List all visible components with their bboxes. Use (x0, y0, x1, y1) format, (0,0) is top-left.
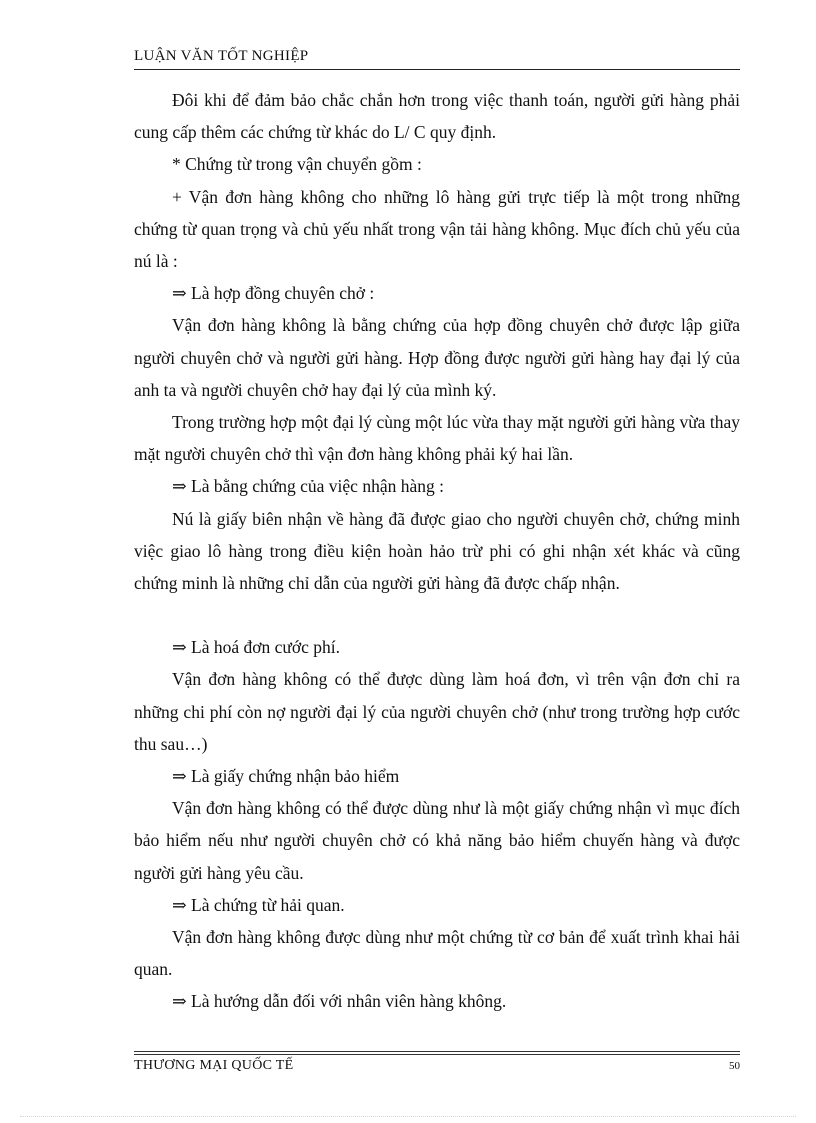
footer-divider-top (134, 1051, 740, 1052)
paragraph-staff-guide-heading: ⇒ Là hướng dẫn đối với nhân viên hàng không. (172, 991, 507, 1012)
paragraph-contract-evidence: Vận đơn hàng không là bằng chứng của hợp đồng chuyên chở được lập giữa người chuyên chở và người gửi hàng. Hợp đồng được người gửi hàng hay đại lý của anh ta và người chuyên chở hay đại lý của mình ký. (134, 315, 740, 400)
page-number: 50 (729, 1060, 740, 1072)
paragraph-air-waybill-intro: + Vận đơn hàng không cho những lô hàng gửi trực tiếp là một trong những chứng từ quan trọng và chủ yếu nhất trong vận tải hàng không. Mục đích chủ yếu của nú là : (134, 186, 740, 272)
paragraph-receipt-heading: ⇒ Là bằng chứng của việc nhận hàng : (172, 476, 444, 497)
paragraph-gap (134, 599, 740, 631)
header-divider (134, 69, 740, 70)
page-footer-title: THƯƠNG MẠI QUỐC TẾ (134, 1058, 294, 1073)
paragraph-payment-documents: Đôi khi để đảm bảo chắc chắn hơn trong việc thanh toán, người gửi hàng phải cung cấp thêm các chứng từ khác do L/ C quy định. (134, 90, 740, 143)
document-body (134, 84, 740, 1018)
paragraph-freight-invoice-heading: ⇒ Là hoá đơn cước phí. (172, 637, 341, 658)
paragraph-customs-heading: ⇒ Là chứng từ hải quan. (172, 894, 345, 915)
paragraph-freight-invoice-body: Vận đơn hàng không có thể được dùng làm hoá đơn, vì trên vận đơn chỉ ra những chi phí còn nợ người đại lý của người chuyên chở (như trong trường hợp cước thu sau…) (134, 669, 740, 754)
paragraph-receipt-body: Nú là giấy biên nhận về hàng đã được giao cho người chuyên chở, chứng minh việc giao lô hàng trong điều kiện hoàn hảo trừ phi có ghi nhận xét khác và cũng chứng minh là những chỉ dẫn của người gửi hàng đã được chấp nhận. (134, 508, 740, 594)
paragraph-transport-documents-heading: * Chứng từ trong vận chuyển gồm : (172, 154, 422, 175)
footer-divider-bottom (134, 1054, 740, 1055)
page-bottom-border (20, 1116, 796, 1117)
paragraph-agent-signing: Trong trường hợp một đại lý cùng một lúc vừa thay mặt người gửi hàng vừa thay mặt người chuyên chở thì vận đơn hàng không phải ký hai lần. (134, 412, 740, 465)
paragraph-contract-heading: ⇒ Là hợp đồng chuyên chở : (172, 283, 375, 304)
paragraph-insurance-heading: ⇒ Là giấy chứng nhận bảo hiểm (172, 766, 400, 787)
page-header-title: LUẬN VĂN TỐT NGHIỆP (134, 48, 309, 64)
paragraph-customs-body: Vận đơn hàng không được dùng như một chứng từ cơ bản để xuất trình khai hải quan. (134, 927, 740, 980)
paragraph-insurance-body: Vận đơn hàng không có thể được dùng như là một giấy chứng nhận vì mục đích bảo hiểm nếu như người chuyên chở có khả năng bảo hiểm chuyến hàng và được người gửi hàng yêu cầu. (134, 798, 740, 883)
